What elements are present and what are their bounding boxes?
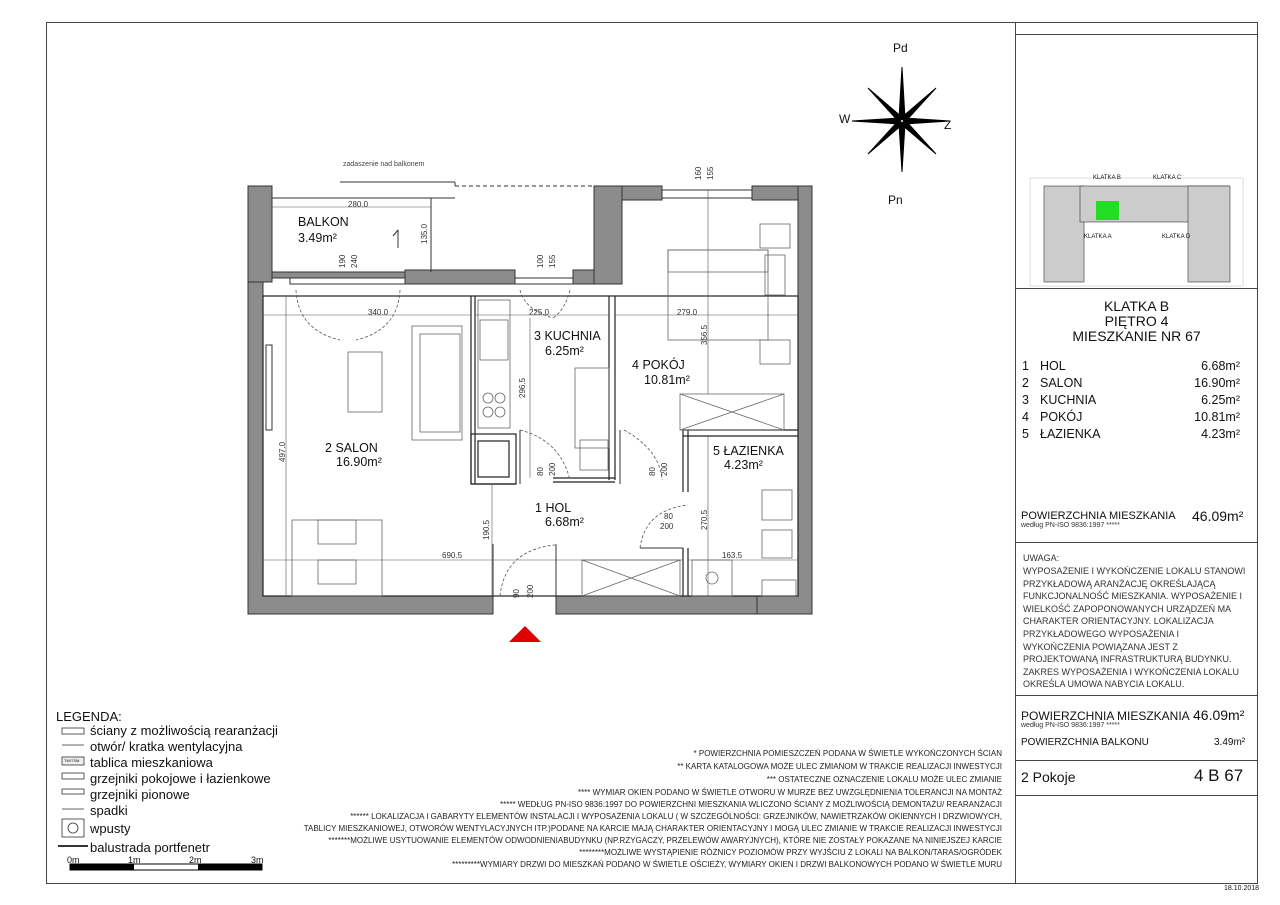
- panel-pietro: PIĘTRO 4: [1104, 313, 1169, 329]
- dim-kitchen-width: 225.0: [529, 308, 550, 317]
- door-kitchen-h: 200: [548, 462, 557, 476]
- dimension-lines: [263, 190, 798, 596]
- room-list-item: 5 ŁAZIENKA 4.23m²: [1022, 427, 1240, 441]
- panel-area-value: 46.09m²: [1192, 508, 1244, 524]
- door-entry-h: 200: [526, 584, 535, 598]
- balkon-area: 3.49m²: [298, 231, 337, 245]
- panel-unit-code: 4 B 67: [1194, 766, 1244, 785]
- site-klatka-a: KLATKA A: [1084, 234, 1112, 240]
- room-1-label: 1 HOL: [535, 501, 572, 515]
- balkon-name: BALKON: [298, 215, 349, 229]
- compass-north-label: Pd: [893, 41, 908, 55]
- panel-mieszkanie: MIESZKANIE NR 67: [1072, 328, 1201, 344]
- footnote: TABLICY MIESZKANIOWEJ, OTWORÓW WENTYLACYJNYCH ITP.)PODANE NA KARCIE MAJĄ CHARAKTER ORIENTACYJNY I MOGĄ ULEC ZMIANIE W TRAKCIE REALIZACJI INWESTYCJI: [303, 824, 1002, 833]
- window-kitchen-w: 100: [536, 254, 545, 268]
- site-klatka-c: KLATKA C: [1153, 175, 1182, 181]
- footnote: *******MOŻLIWE USYTUOWANIE ELEMENTÓW ODWODNIENIABUDYNKU (NP.RZYGACZY, PRZELEWÓW AWARYJNYCH), KTÓRE NIE ZOSTAŁY POKAZANE NA NINIEJSZEJ KARCIE: [328, 836, 1002, 845]
- window-kitchen-h: 155: [548, 254, 557, 268]
- panel-area-norm: według PN-ISO 9836:1997 *****: [1021, 522, 1120, 529]
- room-3-area: 6.25m²: [545, 344, 584, 358]
- legend-item: ściany z możliwością rearanżacji: [90, 723, 278, 738]
- panel-balkon-value: 3.49m²: [1214, 737, 1246, 748]
- door-room-w: 80: [648, 467, 657, 476]
- room-5-label: 5 ŁAZIENKA: [713, 444, 784, 458]
- dim-salon-depth: 497.0: [278, 441, 287, 462]
- room-3-label: 3 KUCHNIA: [534, 329, 601, 343]
- door-leaves: [493, 430, 683, 596]
- dim-salon-width: 340.0: [368, 308, 389, 317]
- room-list-item: 2 SALON 16.90m²: [1022, 376, 1240, 390]
- room-2-label: 2 SALON: [325, 441, 378, 455]
- highlighted-unit: [1096, 201, 1119, 220]
- door-room-h: 200: [660, 462, 669, 476]
- panel-area2-label: POWIERZCHNIA MIESZKANIA: [1021, 709, 1190, 723]
- dim-balcony-width: 280.0: [348, 200, 369, 209]
- footnote: * POWIERZCHNIA POMIESZCZEŃ PODANA W ŚWIETLE WYKOŃCZONYCH ŚCIAN: [693, 749, 1002, 758]
- room-4-label: 4 POKÓJ: [632, 358, 685, 372]
- entrance-arrow: [509, 626, 541, 642]
- dim-balcony-depth: 135.0: [420, 223, 429, 244]
- door-kitchen-w: 80: [536, 467, 545, 476]
- room-2-area: 16.90m²: [336, 455, 382, 469]
- footnote: **** WYMIAR OKIEN PODANO W ŚWIETLE OTWORU W MURZE BEZ UWZGLĘDNIENIA TOLERANCJI NA MONTAŻ: [577, 788, 1002, 797]
- window-salon-w: 190: [338, 254, 347, 268]
- footnote: ** KARTA KATALOGOWA MOŻE ULEC ZMIANOM W TRAKCIE REALIZACJI INWESTYCJI: [677, 762, 1002, 771]
- door-bath-w: 80: [664, 512, 673, 521]
- panel-klatka: KLATKA B: [1103, 298, 1170, 314]
- compass-west-label: W: [839, 112, 851, 126]
- dim-room-width: 279.0: [677, 308, 698, 317]
- dim-bath-depth: 270.5: [700, 509, 709, 530]
- dim-total-width: 690.5: [442, 551, 463, 560]
- window-salon-h: 240: [350, 254, 359, 268]
- window-room-h: 155: [706, 166, 715, 180]
- legend-item: grzejniki pionowe: [90, 787, 190, 802]
- room-4-area: 10.81m²: [644, 373, 690, 387]
- footnote: *** OSTATECZNE OZNACZENIE LOKALU MOŻE ULEC ZMIANIE: [766, 775, 1002, 784]
- scale-label: 2m: [189, 855, 202, 865]
- compass-south-label: Pn: [888, 193, 903, 207]
- balcony-roof-label: zadaszenie nad balkonem: [343, 161, 425, 168]
- legend-item: balustrada portfenetr: [90, 840, 210, 855]
- compass-east-label: Z: [944, 118, 952, 132]
- legend-tm-label: TM/TSM: [64, 758, 80, 763]
- door-entry-w: 90: [512, 589, 521, 598]
- footnote: ***** WEDŁUG PN-ISO 9836:1997 DO POWIERZCHNI MIESZKANIA WLICZONO ŚCIANY Z MOŻLIWOŚCIĄ DEMONTAŻU/ REARANŻACJI: [499, 800, 1002, 809]
- site-klatka-d: KLATKA D: [1162, 234, 1191, 240]
- window-room-w: 160: [694, 166, 703, 180]
- panel-area2-norm: według PN-ISO 9836:1997 *****: [1021, 722, 1120, 729]
- panel-area2-value: 46.09m²: [1193, 707, 1245, 723]
- room-1-area: 6.68m²: [545, 515, 584, 529]
- legend-item: spadki: [90, 803, 128, 818]
- room-list-item: 4 POKÓJ 10.81m²: [1022, 410, 1240, 424]
- site-klatka-b: KLATKA B: [1093, 175, 1121, 181]
- scale-bar: [70, 864, 262, 870]
- dim-kitchen-depth: 296.5: [518, 377, 527, 398]
- dim-hall-depth: 190.5: [482, 519, 491, 540]
- scale-label: 1m: [128, 855, 141, 865]
- panel-area-label: POWIERZCHNIA MIESZKANIA: [1021, 510, 1176, 522]
- legend-item: grzejniki pokojowe i łazienkowe: [90, 771, 271, 786]
- legend-item: otwór/ kratka wentylacyjna: [90, 739, 243, 754]
- dim-bath-width: 163.5: [722, 551, 743, 560]
- legend-symbols: [58, 728, 88, 846]
- legend-title: LEGENDA:: [56, 709, 122, 724]
- sheet-date: 18.10.2018: [1224, 885, 1260, 892]
- room-list-item: 1 HOL 6.68m²: [1022, 359, 1240, 373]
- dim-room-depth: 356.5: [700, 324, 709, 345]
- site-map: [1030, 178, 1243, 286]
- panel-rooms-count: 2 Pokoje: [1021, 769, 1076, 785]
- panel-balkon-label: POWIERZCHNIA BALKONU: [1021, 737, 1149, 748]
- scale-label: 3m: [251, 855, 264, 865]
- compass-rose: [852, 67, 950, 172]
- legend-item: wpusty: [90, 821, 131, 836]
- room-list-item: 3 KUCHNIA 6.25m²: [1022, 393, 1240, 407]
- uwaga-title: UWAGA:: [1023, 553, 1060, 563]
- footnote: *********WYMIARY DRZWI DO MIESZKAŃ PODANO W ŚWIETLE OŚCIEŻY, WYMIARY OKIEN I DRZWI BALKONOWYCH PODANO W ŚWIETLE MURU: [452, 860, 1002, 869]
- room-5-area: 4.23m²: [724, 458, 763, 472]
- legend-item: tablica mieszkaniowa: [90, 755, 213, 770]
- scale-label: 0m: [67, 855, 80, 865]
- door-bath-h: 200: [660, 522, 674, 531]
- footnote: ********MOŻLIWE WYSTĄPIENIE RÓŻNICY POZIOMÓW PRZY WYJŚCIU Z LOKALI NA BALKON/TARAS/OGRÓDEK: [579, 848, 1002, 857]
- uwaga-text: WYPOSAŻENIE I WYKOŃCZENIE LOKALU STANOWI PRZYKŁADOWĄ ARANŻACJĘ OKREŚLAJĄCĄ FUNKCJONALNOŚĆ MIESZKANIA. WYPOSAŻENIE I WIELKOŚĆ ZAPOPONOWANYCH URZĄDZEŃ MA CHARAKTER ORIENTACYJNY. LOKALIZACJA PRZYKŁADOWEGO WYPOSAŻENIA I WYKOŃCZENIA POWIĄZANA JEST Z PROJEKTOWANĄ INFRASTRUKTURĄ BUDYNKU. ZAKRES WYPOSAŻENIA I WYKOŃCZENIA LOKALU OKREŚLA UMOWA NABYCIA LOKALU.: [1023, 566, 1246, 690]
- footnote: ****** LOKALIZACJA I GABARYTY ELEMENTÓW INSTALACJI I WYPOSAŻENIA LOKALU ( W SZCZEGÓLNOŚCI: GRZEJNIKÓW, NAWIETRZAKÓW OKIENNYCH I DRZWIOWYCH,: [350, 812, 1002, 821]
